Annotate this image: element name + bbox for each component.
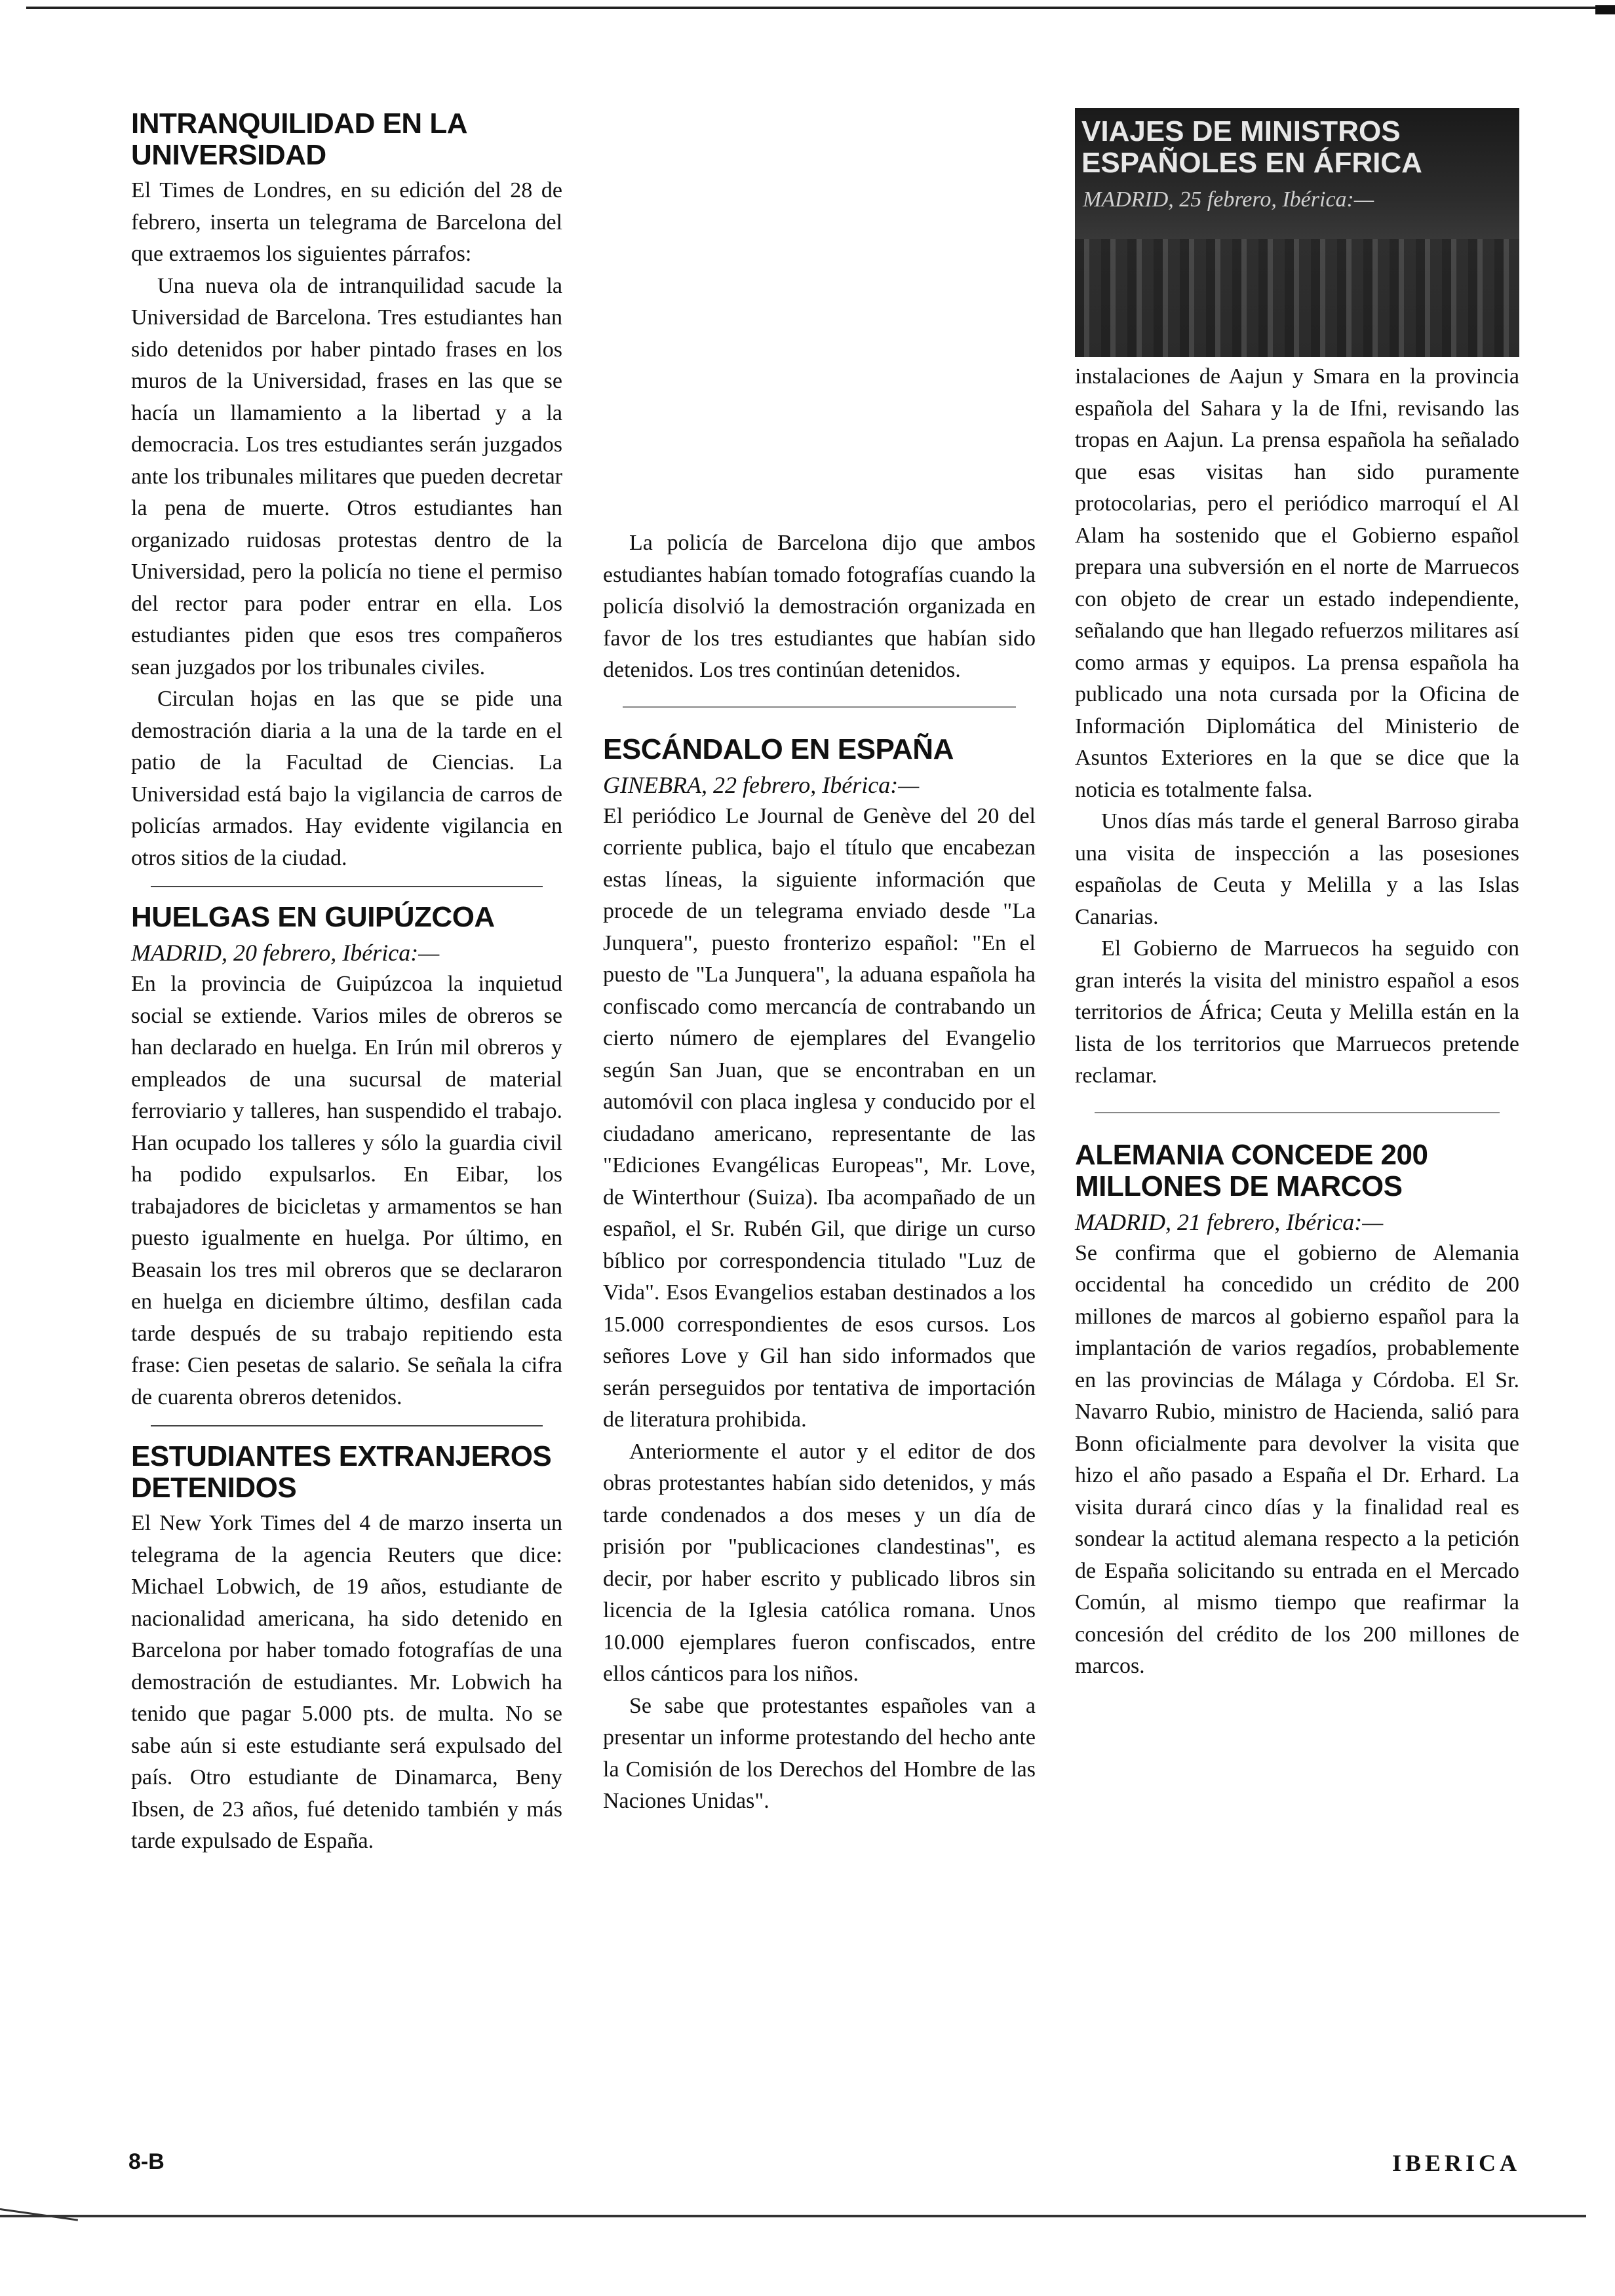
headline-viajes: VIAJES DE MINISTROS ESPAÑOLES EN ÁFRICA: [1081, 115, 1422, 179]
article-paragraph: En la provincia de Guipúzcoa la inquietud social se extiende. Varios miles de obreros se han declarado en huelga. En Irún mil obreros y empleados de una sucursal de material ferroviario y talleres, han suspendido el trabajo. Han ocupado los talleres y sólo la guardia civil ha podido expulsarlos. En Eibar, los trabajadores de bicicletas y armamentos se han puesto igualmente en huelga. Por último, en Beasain los tres mil obreros que se declararon en huelga en diciembre último, desfilan cada tarde después de su trabajo repitiendo esta frase: Cien pesetas de salario. Se señala la cifra de cuarenta obreros detenidos.: [131, 972, 562, 1409]
top-rule: [26, 7, 1606, 9]
article-paragraph: El New York Times del 4 de marzo inserta un telegrama de la agencia Reuters que dice: Michael Lobwich, de 19 años, estudiante de nacionalidad americana, ha sido detenido en Barcelona por haber tomado fotografías de una demostración de estudiantes. Mr. Lobwich ha tenido que pagar 5.000 pts. de multa. No se sabe aún si este estudiante será expulsado del país. Otro estudiante de Dinamarca, Beny Ibsen, de 23 años, fué detenido también y más tarde expulsado de España.: [131, 1511, 562, 1853]
article-paragraph: Circulan hojas en las que se pide una demostración diaria a la una de la tarde en el patio de la Facultad de Ciencias. La Universidad está bajo la vigilancia de carros de policías armados. Hay evidente vigilancia en otros sitios de la ciudad.: [131, 687, 562, 870]
dateline: MADRID, 21 febrero, Ibérica:—: [1075, 1208, 1384, 1235]
headline-estudiantes: ESTUDIANTES EXTRANJEROS DETENIDOS: [131, 1440, 552, 1504]
section-divider: [151, 1425, 543, 1426]
article-paragraph: Anteriormente el autor y el editor de dos obras protestantes habían sido detenidos, y más tarde condenados a dos meses y un día de prisión por "publicaciones clandestinas", es decir, por haber escrito y publicado libros sin licencia de la Iglesia católica romana. Unos 10.000 ejemplares fueron confiscados, entre ellos cánticos para los niños.: [603, 1439, 1036, 1686]
dateline: MADRID, 25 febrero, Ibérica:—: [1083, 187, 1374, 212]
article-paragraph: Unos días más tarde el general Barroso giraba una visita de inspección a las posesiones españolas de Ceuta y Melilla y a las Islas Canarias.: [1075, 809, 1519, 929]
headline-alemania: ALEMANIA CONCEDE 200 MILLONES DE MARCOS: [1075, 1138, 1428, 1202]
article-paragraph: El periódico Le Journal de Genève del 20 del corriente publica, bajo el título que encabezan estas líneas, la siguiente información que procede de un telegrama enviado desde "La Junquera", puesto fronterizo español: "En el puesto de "La Junquera", la aduana española ha confiscado como mercancía de contrabando un cierto número de ejemplares del Evangelio según San Juan, que se encontraban en un automóvil con placa inglesa y conducido por el ciudadano americano, representante de las "Ediciones Evangélicas Europeas", Mr. Love, de Winterthour (Suiza). Iba acompañado de un español, el Sr. Rubén Gil, que dirige un curso bíblico por correspondencia titulado "Luz de Vida". Esos Evangelios estaban destinados a los 15.000 correspondientes de esos cursos. Los señores Love y Gil han sido informados que serán perseguidos por tentativa de importación de literatura prohibida.: [603, 803, 1036, 1432]
photo-block: [1075, 108, 1519, 357]
column-1: [131, 108, 562, 1858]
dateline: GINEBRA, 22 febrero, Ibérica:—: [603, 771, 920, 798]
page-number: 8-B: [128, 2149, 165, 2174]
article-paragraph: Una nueva ola de intranquilidad sacude la Universidad de Barcelona. Tres estudiantes han sido detenidos por haber pintado frases en los muros de la Universidad, frases en las que se hacía un llamamiento a la libertad y a la democracia. Los tres estudiantes serán juzgados ante los tribunales militares que pueden decretar la pena de muerte. Otros estudiantes han organizado ruidosas protestas dentro de la Universidad, pero la policía no tiene el permiso del rector para poder entrar en ella. Los estudiantes piden que esos tres compañeros sean juzgados por los tribunales civiles.: [131, 273, 562, 679]
bottom-rule: [0, 2215, 1586, 2217]
corner-mark: [1595, 5, 1615, 14]
article-paragraph: La policía de Barcelona dijo que ambos estudiantes habían tomado fotografías cuando la policía disolvió la demostración organizada en favor de los tres estudiantes que habían sido detenidos. Los tres continúan detenidos.: [603, 531, 1036, 682]
article-paragraph: El Times de Londres, en su edición del 28 de febrero, inserta un telegrama de Barcelona del que extraemos los siguientes párrafos:: [131, 178, 562, 266]
article-paragraph: instalaciones de Aajun y Smara en la provincia española del Sahara y la de Ifni, revisando las tropas en Aajun. La prensa española ha señalado que esas visitas han sido puramente protocolarias, pero el periódico marroquí el Al Alam ha sostenido que el Gobierno español prepara una subversión en el norte de Marruecos con objeto de crear un estado independiente, señalando que han llegado refuerzos militares así como armas y equipos. La prensa española ha publicado una nota cursada por la Oficina de Información Diplomática del Ministerio de Asuntos Exteriores en la que se dice que la noticia es totalmente falsa.: [1075, 364, 1519, 802]
section-divider: [151, 886, 543, 887]
article-paragraph: Se sabe que protestantes españoles van a presentar un informe protestando del hecho ante la Comisión de los Derechos del Hombre de las Naciones Unidas".: [603, 1693, 1036, 1813]
dateline: MADRID, 20 febrero, Ibérica:—: [131, 940, 440, 966]
publication-name: IBERICA: [1391, 2150, 1521, 2176]
column-2: [603, 108, 1036, 1818]
article-paragraph: Se confirma que el gobierno de Alemania occidental ha concedido un crédito de 200 millones de marcos al gobierno español para la implantación de varios regadíos, probablemente en las provincias de Málaga y Córdoba. El Sr. Navarro Rubio, ministro de Hacienda, salió para Bonn oficialmente para devolver la visita que hizo el año pasado a España el Dr. Erhard. La visita durará cinco días y la finalidad real es sondear la actitud alemana respecto a la petición de España solicitando su entrada en el Mercado Común, al mismo tiempo que reafirmar la concesión del crédito de los 200 millones de marcos.: [1075, 1240, 1519, 1678]
column-3: [1075, 108, 1519, 1683]
section-divider: [1095, 1112, 1500, 1113]
photo-noise: [1075, 239, 1519, 357]
section-divider: [623, 706, 1016, 708]
headline-escandalo: ESCÁNDALO EN ESPAÑA: [603, 733, 954, 765]
headline-huelgas: HUELGAS EN GUIPÚZCOA: [131, 901, 495, 933]
headline-intranquilidad: INTRANQUILIDAD EN LA UNIVERSIDAD: [131, 107, 467, 171]
article-paragraph: El Gobierno de Marruecos ha seguido con gran interés la visita del ministro español a esos territorios de África; Ceuta y Melilla están en la lista de los territorios que Marruecos pretende reclamar.: [1075, 936, 1519, 1088]
